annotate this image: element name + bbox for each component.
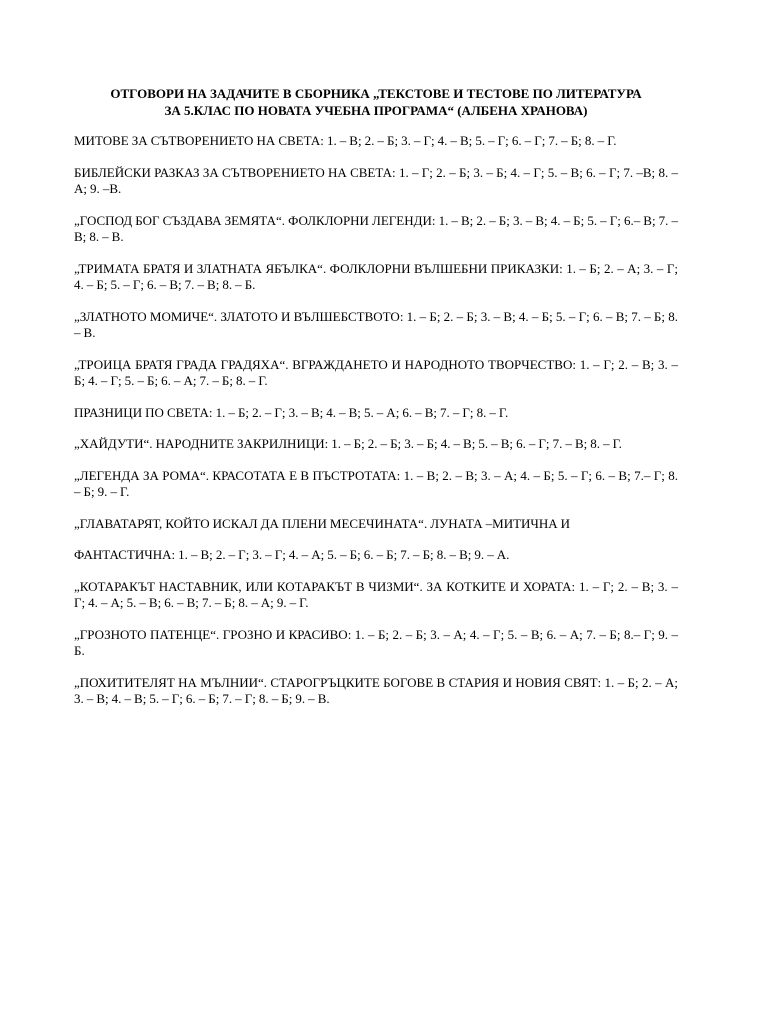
answer-entry-puss-in-boots: „КОТАРАКЪТ НАСТАВНИК, ИЛИ КОТАРАКЪТ В ЧИЗМИ“. ЗА КОТКИТЕ И ХОРАТА: 1. – Г; 2. – В; 3. – Г; 4. – А; 5. – В; 6. – В; 7. – Б; 8. – А; 9. – Г. (74, 578, 678, 610)
answer-entry-holidays: ПРАЗНИЦИ ПО СВЕТА: 1. – Б; 2. – Г; 3. – В; 4. – В; 5. – А; 6. – В; 7. – Г; 8. – Г. (74, 404, 509, 420)
answers-list (74, 133, 678, 723)
answer-entry-golden-girl: „ЗЛАТНОТО МОМИЧЕ“. ЗЛАТОТО И ВЪЛШЕБСТВОТО: 1. – Б; 2. – Б; 3. – В; 4. – Б; 5. – Г; 6. – В; 7. – Б; 8. – В. (74, 308, 678, 340)
answer-entry-three-brothers-city: „ТРОИЦА БРАТЯ ГРАДА ГРАДЯХА“. ВГРАЖДАНЕТО И НАРОДНОТО ТВОРЧЕСТВО: 1. – Г; 2. – В; 3. – Б; 4. – Г; 5. – Б; 6. – А; 7. – Б; 8. – Г. (74, 356, 678, 388)
answer-entry-lightning-thief: „ПОХИТИТЕЛЯТ НА МЪЛНИИ“. СТАРОГРЪЦКИТЕ БОГОВЕ В СТАРИЯ И НОВИЯ СВЯТ: 1. – Б; 2. – А; 3. – В; 4. – В; 5. – Г; 6. – Б; 7. – Г; 8. – Б; 9. – В. (74, 674, 678, 706)
title-line-2: ЗА 5.КЛАС ПО НОВАТА УЧЕБНА ПРОГРАМА“ (АЛБЕНА ХРАНОВА) (164, 103, 588, 118)
answer-entry-haiduti: „ХАЙДУТИ“. НАРОДНИТЕ ЗАКРИЛНИЦИ: 1. – Б; 2. – Б; 3. – Б; 4. – В; 5. – В; 6. – Г; 7. – В; 8. – Г. (74, 436, 622, 451)
answer-entry-three-brothers: „ТРИМАТА БРАТЯ И ЗЛАТНАТА ЯБЪЛКА“. ФОЛКЛОРНИ ВЪЛШЕБНИ ПРИКАЗКИ: 1. – Б; 2. – А; 3. – Г; 4. – Б; 5. – Г; 6. – В; 7. – В; 8. – Б. (74, 260, 678, 292)
answer-entry-ugly-duckling: „ГРОЗНОТО ПАТЕНЦЕ“. ГРОЗНО И КРАСИВО: 1. – Б; 2. – Б; 3. – А; 4. – Г; 5. – В; 6. – А; 7. – Б; 8.– Г; 9. – Б. (74, 626, 678, 658)
answer-entry-chieftain-moon-answers: ФАНТАСТИЧНА: 1. – В; 2. – Г; 3. – Г; 4. – А; 5. – Б; 6. – Б; 7. – Б; 8. – В; 9. – А. (74, 547, 510, 562)
answer-entry-myths: МИТОВЕ ЗА СЪТВОРЕНИЕТО НА СВЕТА: 1. – В; 2. – Б; 3. – Г; 4. – В; 5. – Г; 6. – Г; 7. – Б; 8. – Г. (74, 133, 617, 148)
document-title (74, 85, 678, 119)
title-line-1: ОТГОВОРИ НА ЗАДАЧИТЕ В СБОРНИКА „ТЕКСТОВЕ И ТЕСТОВЕ ПО ЛИТЕРАТУРА (110, 86, 642, 101)
answer-entry-god-creates-earth: „ГОСПОД БОГ СЪЗДАВА ЗЕМЯТА“. ФОЛКЛОРНИ ЛЕГЕНДИ: 1. – В; 2. – Б; 3. – В; 4. – Б; 5. – Г; 6.– В; 7. – В; 8. – В. (74, 212, 678, 244)
answer-entry-chieftain-moon-heading: „ГЛАВАТАРЯТ, КОЙТО ИСКАЛ ДА ПЛЕНИ МЕСЕЧИНАТА“. ЛУНАТА –МИТИЧНА И (74, 515, 571, 531)
answer-entry-roma-legend: „ЛЕГЕНДА ЗА РОМА“. КРАСОТАТА Е В ПЪСТРОТАТА: 1. – В; 2. – В; 3. – А; 4. – Б; 5. – Г; 6. – В; 7.– Г; 8. – Б; 9. – Г. (74, 467, 678, 499)
answer-entry-biblical-creation: БИБЛЕЙСКИ РАЗКАЗ ЗА СЪТВОРЕНИЕТО НА СВЕТА: 1. – Г; 2. – Б; 3. – Б; 4. – Г; 5. – В; 6. – Г; 7. –В; 8. – А; 9. –В. (74, 164, 678, 196)
